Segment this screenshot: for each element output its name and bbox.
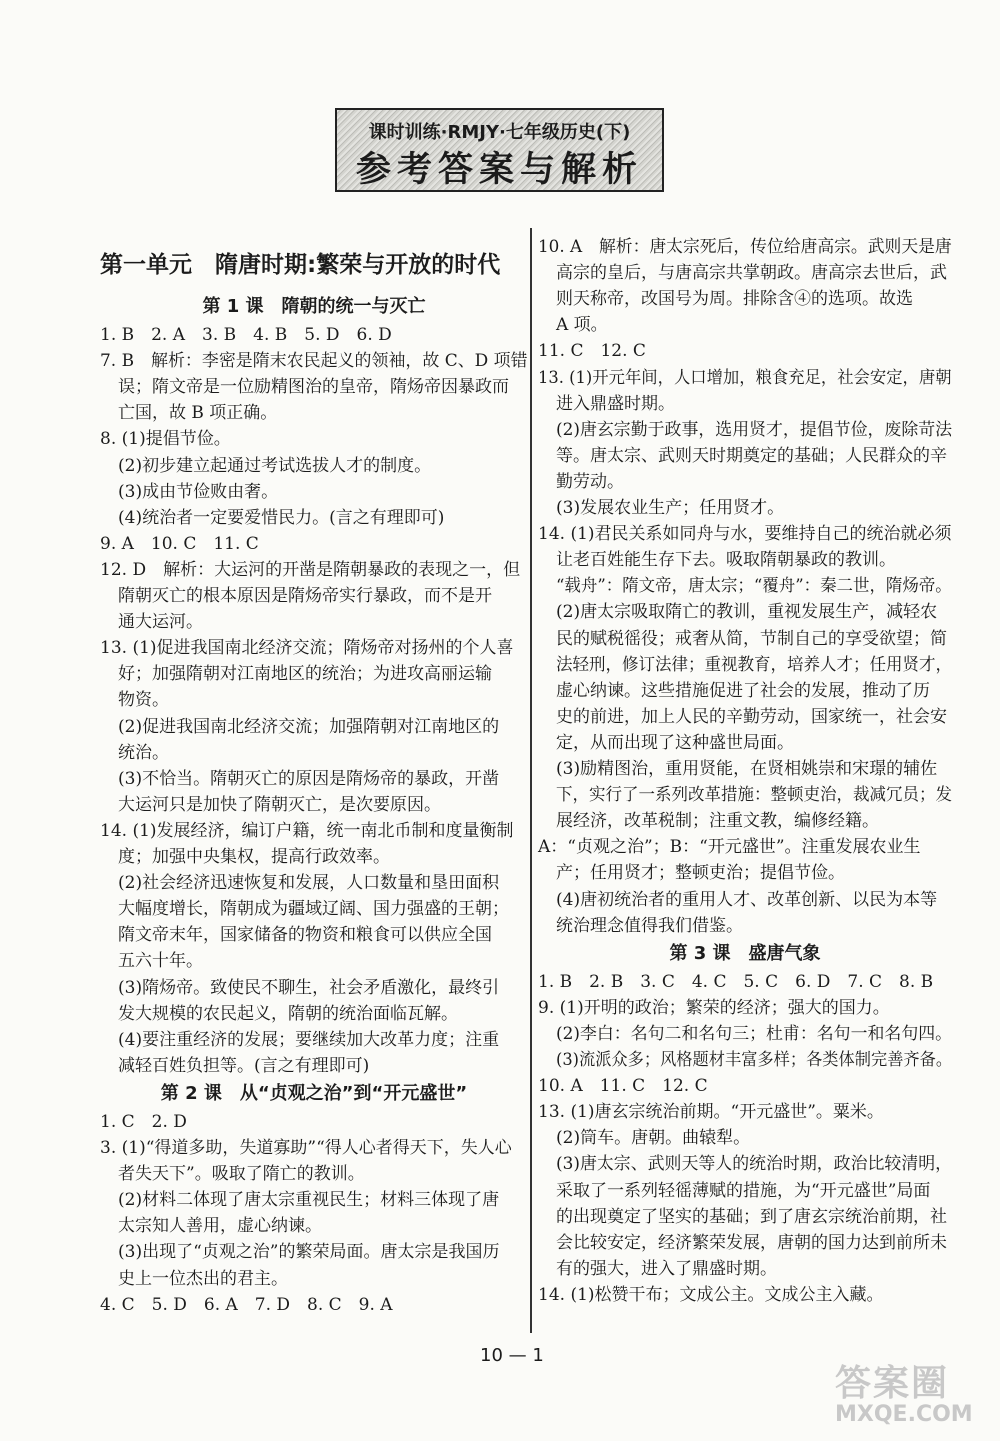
answer-line: 太宗知人善用，虚心纳谏。 xyxy=(118,1216,322,1237)
answer-line: 3. (1)“得道多助，失道寡助”“得人心者得天下，失人心 xyxy=(100,1138,512,1158)
answer-line: 勤劳动。 xyxy=(556,471,624,492)
answer-line: 物资。 xyxy=(118,690,169,711)
answer-line: (3)隋炀帝。致使民不聊生，社会矛盾激化，最终引 xyxy=(118,977,500,998)
answer-line: (3)励精图治，重用贤能，在贤相姚崇和宋璟的辅佐 xyxy=(556,759,938,779)
answer-line: (3)成由节俭败由奢。 xyxy=(118,481,279,502)
answer-line: (3)不恰当。隋朝灭亡的原因是隋炀帝的暴政，开凿 xyxy=(118,768,500,789)
lesson-heading: 第 1 课 隋朝的统一与灭亡 xyxy=(202,296,426,317)
answer-line: 等。唐太宗、武则天时期奠定的基础；人民群众的辛 xyxy=(556,445,947,466)
answer-line: 法轻刑，修订法律；重视教育，培养人才；任用贤才， xyxy=(556,654,952,675)
answer-line: 发大规模的农民起义，隋朝的统治面临瓦解。 xyxy=(118,1003,458,1024)
answer-line: (3)发展农业生产；任用贤才。 xyxy=(556,498,785,518)
answer-line: 1. C 2. D xyxy=(100,1111,187,1132)
banner-title: 参考答案与解析 xyxy=(355,150,643,190)
answer-line: (2)李白：名句二和名句三；杜甫：名句一和名句四。 xyxy=(556,1023,953,1044)
answer-line: (3)出现了“贞观之治”的繁荣局面。唐太宗是我国历 xyxy=(118,1242,500,1263)
answer-line: 1. B 2. A 3. B 4. B 5. D 6. D xyxy=(100,325,392,345)
answer-line: (2)材料二体现了唐太宗重视民生；材料三体现了唐 xyxy=(118,1190,500,1211)
banner-subtitle: 课时训练·RMJY·七年级历史(下) xyxy=(368,122,631,143)
answer-line: 民的赋税徭役；戒奢从简，节制自己的享受欲望；简 xyxy=(556,628,947,649)
column-divider xyxy=(530,228,532,1333)
answer-line: 减轻百姓负担等。(言之有理即可) xyxy=(118,1055,370,1076)
page-number: 10 — 1 xyxy=(480,1345,544,1366)
answer-line: (2)唐太宗吸取隋亡的教训，重视发展生产，减轻农 xyxy=(556,602,938,623)
answer-line: 13. (1)促进我国南北经济交流；隋炀帝对扬州的个人喜 xyxy=(100,638,514,659)
unit-heading: 第一单元 隋唐时期:繁荣与开放的时代 xyxy=(100,252,501,278)
watermark-text: 答案圈 xyxy=(835,1363,950,1404)
answer-line: 隋朝灭亡的根本原因是隋炀帝实行暴政，而不是开 xyxy=(118,586,492,606)
answer-line: (3)流派众多；风格题材丰富多样；各类体制完善齐备。 xyxy=(556,1050,953,1070)
title-banner xyxy=(335,108,664,192)
answer-line: 定，从而出现了这种盛世局面。 xyxy=(556,732,794,753)
answer-line: A 项。 xyxy=(556,315,608,336)
answer-line: 大运河只是加快了隋朝灭亡，是次要原因。 xyxy=(118,794,441,815)
answer-line: 者失天下”。吸取了隋亡的教训。 xyxy=(118,1164,365,1185)
answer-line: 进入鼎盛时期。 xyxy=(556,393,675,414)
answer-line: (2)唐玄宗勤于政事，选用贤才，提倡节俭，废除苛法 xyxy=(556,419,953,440)
answer-line: 产；任用贤才；整顿吏治；提倡节俭。 xyxy=(556,863,845,884)
answer-line: (4)要注重经济的发展；要继续加大改革力度；注重 xyxy=(118,1029,500,1050)
watermark-url: MXQE.COM xyxy=(835,1402,973,1427)
answer-line: 虚心纳谏。这些措施促进了社会的发展，推动了历 xyxy=(556,680,930,701)
answer-line: 有的强大，进入了鼎盛时期。 xyxy=(556,1258,777,1279)
answer-line: (2)筒车。唐朝。曲辕犁。 xyxy=(556,1128,751,1149)
answer-line: 9. A 10. C 11. C xyxy=(100,533,259,554)
answer-line: “载舟”：隋文帝，唐太宗；“覆舟”：秦二世，隋炀帝。 xyxy=(556,576,952,597)
answer-line: 让老百姓能生存下去。吸取隋朝暴政的教训。 xyxy=(556,550,896,571)
answer-line: 8. (1)提倡节俭。 xyxy=(100,429,231,450)
answer-line: 10. A 解析：唐太宗死后，传位给唐高宗。武则天是唐 xyxy=(538,237,952,257)
answer-line: 通大运河。 xyxy=(118,612,203,633)
answer-line: 1. B 2. B 3. C 4. C 5. C 6. D 7. C 8. B xyxy=(538,971,934,992)
answer-line: 的出现奠定了坚实的基础；到了唐玄宗统治前期，社 xyxy=(556,1206,947,1227)
watermark-logo xyxy=(835,1355,975,1425)
lesson-heading: 第 3 课 盛唐气象 xyxy=(669,942,821,964)
answer-line: (2)促进我国南北经济交流；加强隋朝对江南地区的 xyxy=(118,716,500,737)
answer-line: 好；加强隋朝对江南地区的统治；为进攻高丽运输 xyxy=(118,664,492,685)
answer-line: 误；隋文帝是一位励精图治的皇帝，隋炀帝因暴政而 xyxy=(118,377,509,398)
answer-line: 史上一位杰出的君主。 xyxy=(118,1268,288,1289)
answer-line: (4)唐初统治者的重用人才、改革创新、以民为本等 xyxy=(556,889,938,910)
answer-line: 13. (1)开元年间，人口增加，粮食充足，社会安定，唐朝 xyxy=(538,367,952,388)
answer-line: 则天称帝，改国号为周。排除含④的选项。故选 xyxy=(556,289,913,310)
answer-line: 五六十年。 xyxy=(118,951,203,972)
answer-line: 统治理念值得我们借鉴。 xyxy=(556,915,743,936)
answer-line: 隋文帝末年，国家储备的物资和粮食可以供应全国 xyxy=(118,925,492,946)
answer-line: 亡国，故 B 项正确。 xyxy=(118,403,278,424)
answer-line: A：“贞观之治”；B：“开元盛世”。注重发展农业生 xyxy=(538,837,921,858)
lesson-heading: 第 2 课 从“贞观之治”到“开元盛世” xyxy=(160,1082,468,1104)
answer-line: 10. A 11. C 12. C xyxy=(538,1076,708,1097)
answer-line: 4. C 5. D 6. A 7. D 8. C 9. A xyxy=(100,1294,393,1315)
answer-line: 下，实行了一系列改革措施：整顿吏治，裁减冗员；发 xyxy=(556,785,952,806)
answer-line: 会比较安定，经济繁荣发展，唐朝的国力达到前所未 xyxy=(556,1232,947,1253)
answer-line: 7. B 解析：李密是隋末农民起义的领袖，故 C、D 项错 xyxy=(100,351,528,372)
answer-line: (3)唐太宗、武则天等人的统治时期，政治比较清明， xyxy=(556,1154,953,1175)
answer-line: 采取了一系列轻徭薄赋的措施，为“开元盛世”局面 xyxy=(556,1180,931,1201)
answer-line: 11. C 12. C xyxy=(538,341,646,362)
answer-line: 14. (1)松赞干布；文成公主。文成公主入藏。 xyxy=(538,1284,884,1305)
answer-line: (2)初步建立起通过考试选拔人才的制度。 xyxy=(118,455,432,476)
answer-line: 大幅度增长，隋朝成为疆域辽阔、国力强盛的王朝； xyxy=(118,899,509,920)
answer-line: 度；加强中央集权，提高行政效率。 xyxy=(118,847,390,867)
answer-line: 统治。 xyxy=(118,742,169,763)
answer-line: 13. (1)唐玄宗统治前期。“开元盛世”。粟米。 xyxy=(538,1102,884,1123)
answer-line: (2)社会经济迅速恢复和发展，人口数量和垦田面积 xyxy=(118,873,500,894)
answer-line: 12. D 解析：大运河的开凿是隋朝暴政的表现之一，但 xyxy=(100,559,521,580)
answer-line: 14. (1)发展经济，编订户籍，统一南北币制和度量衡制 xyxy=(100,820,514,841)
answer-line: 14. (1)君民关系如同舟与水，要维持自己的统治就必须 xyxy=(538,524,952,545)
answer-line: (4)统治者一定要爱惜民力。(言之有理即可) xyxy=(118,507,445,528)
answer-line: 展经济，改革税制；注重文教，编修经籍。 xyxy=(556,811,879,832)
answer-line: 9. (1)开明的政治；繁荣的经济；强大的国力。 xyxy=(538,997,890,1018)
answer-line: 高宗的皇后，与唐高宗共掌朝政。唐高宗去世后，武 xyxy=(556,263,947,284)
answer-line: 史的前进，加上人民的辛勤劳动，国家统一，社会安 xyxy=(556,706,947,727)
